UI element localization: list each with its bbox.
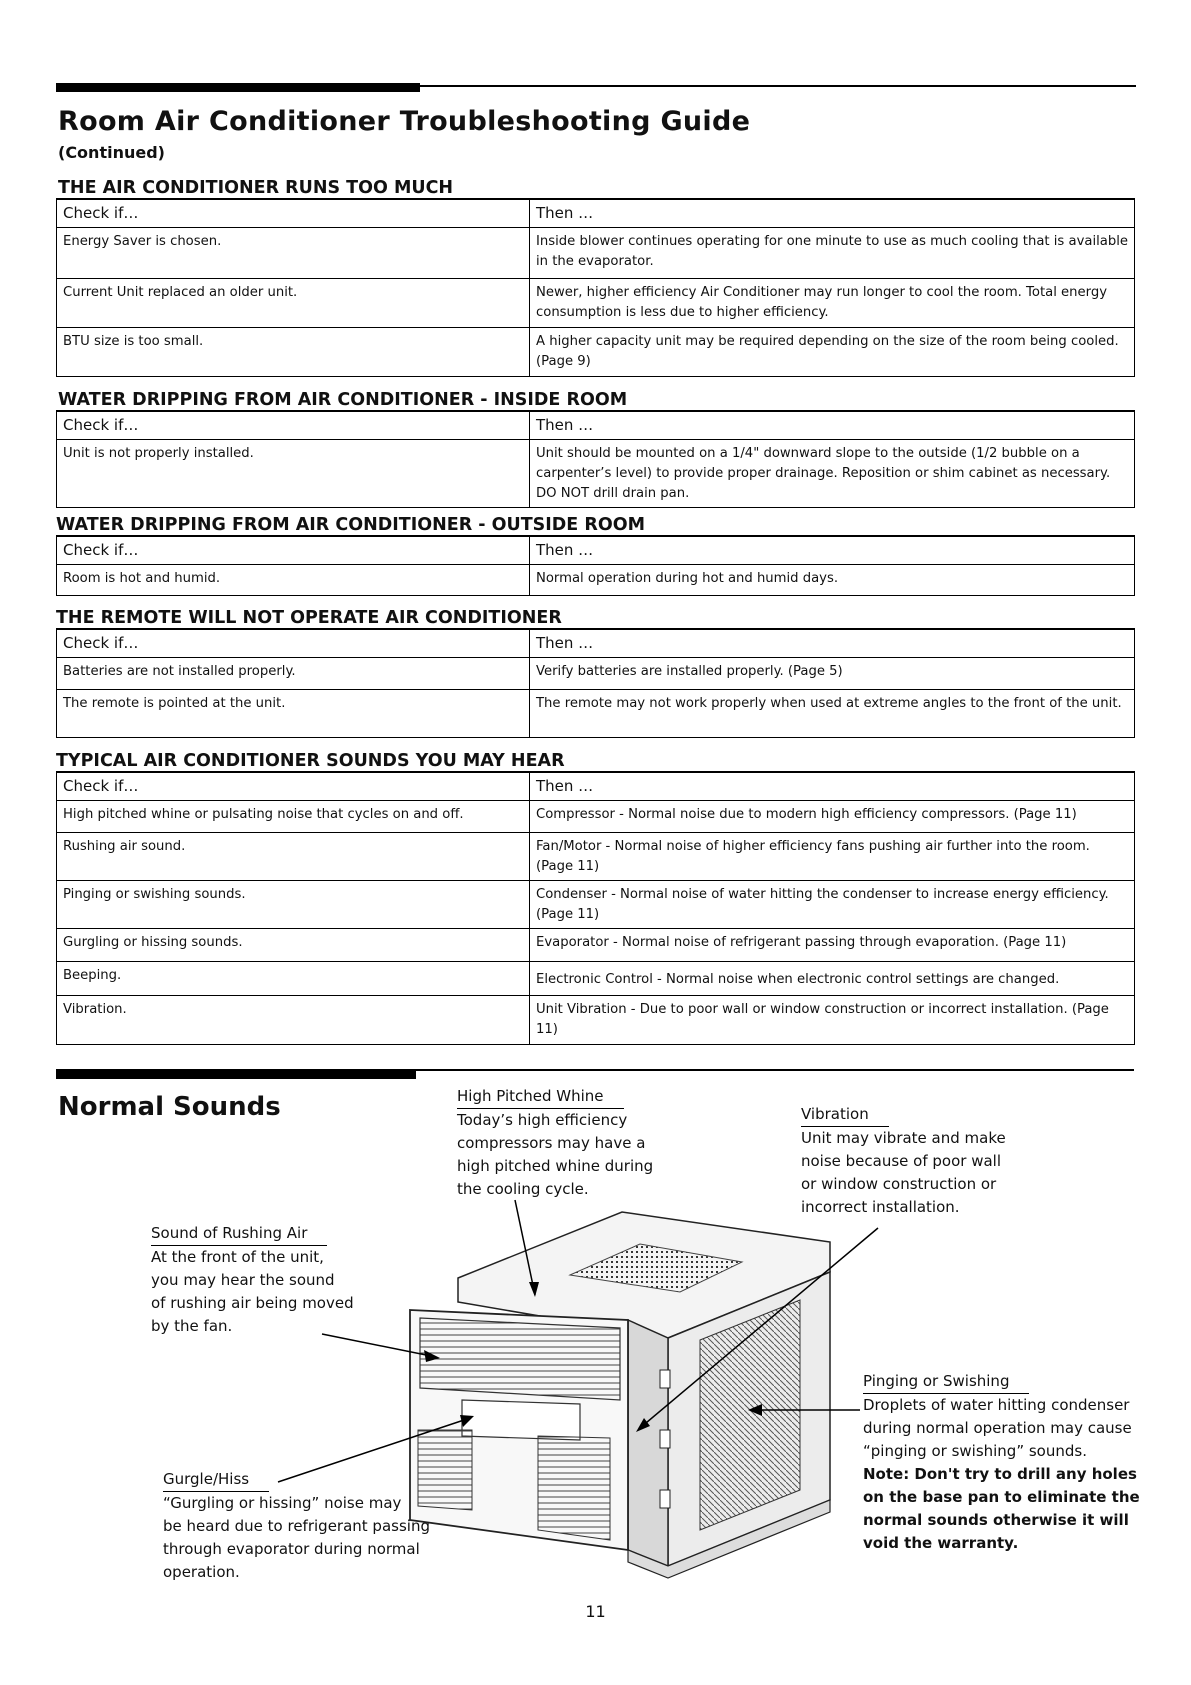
section-heading: TYPICAL AIR CONDITIONER SOUNDS YOU MAY HEAR	[56, 751, 565, 771]
col-header-check: Check if…	[57, 772, 530, 801]
callout-line: compressors may have a	[457, 1134, 646, 1152]
page-subtitle: (Continued)	[58, 143, 165, 162]
warranty-note: on the base pan to eliminate the	[863, 1488, 1140, 1506]
check-cell: Energy Saver is chosen.	[57, 228, 530, 279]
then-cell: Normal operation during hot and humid days.	[530, 565, 1135, 596]
callout-line: be heard due to refrigerant passing	[163, 1517, 430, 1535]
then-cell: Condenser - Normal noise of water hitting the condenser to increase energy efficiency. (Page 11)	[530, 881, 1135, 929]
callout-line: of rushing air being moved	[151, 1294, 354, 1312]
col-header-check: Check if…	[57, 199, 530, 228]
check-cell: BTU size is too small.	[57, 328, 530, 377]
callout-line: during normal operation may cause	[863, 1419, 1132, 1437]
check-cell: Current Unit replaced an older unit.	[57, 279, 530, 328]
callout-heading: Sound of Rushing Air	[151, 1222, 327, 1246]
then-cell: Verify batteries are installed properly. (Page 5)	[530, 658, 1135, 690]
then-cell: A higher capacity unit may be required depending on the size of the room being cooled. (Page 9)	[530, 328, 1135, 377]
check-cell: Rushing air sound.	[57, 833, 530, 881]
then-cell: Inside blower continues operating for one minute to use as much cooling that is available in the evaporator.	[530, 228, 1135, 279]
check-cell: Room is hot and humid.	[57, 565, 530, 596]
col-header-then: Then …	[530, 411, 1135, 440]
page-title: Room Air Conditioner Troubleshooting Guide	[58, 106, 751, 137]
callout-line: noise because of poor wall	[801, 1152, 1002, 1170]
then-cell: Electronic Control - Normal noise when electronic control settings are changed.	[530, 962, 1135, 996]
callout-line: “Gurgling or hissing” noise may	[163, 1494, 402, 1512]
side-slot	[660, 1370, 670, 1388]
right-intake-grill	[538, 1436, 610, 1540]
callout-line: “pinging or swishing” sounds.	[863, 1442, 1087, 1460]
side-grill	[700, 1300, 800, 1530]
warranty-note: normal sounds otherwise it will	[863, 1511, 1129, 1529]
then-cell: Fan/Motor - Normal noise of higher efficiency fans pushing air further into the room. (Page 11)	[530, 833, 1135, 881]
warranty-note: Note: Don't try to drill any holes	[863, 1465, 1137, 1483]
col-header-check: Check if…	[57, 629, 530, 658]
check-cell: Unit is not properly installed.	[57, 440, 530, 508]
then-cell: Compressor - Normal noise due to modern high efficiency compressors. (Page 11)	[530, 801, 1135, 833]
control-panel	[462, 1400, 580, 1440]
section-heading: WATER DRIPPING FROM AIR CONDITIONER - INSIDE ROOM	[58, 390, 628, 410]
callout-line: high pitched whine during	[457, 1157, 654, 1175]
page-number: 11	[585, 1602, 606, 1621]
callout-line: you may hear the sound	[151, 1271, 335, 1289]
callout-heading: Gurgle/Hiss	[163, 1468, 269, 1492]
side-slot	[660, 1490, 670, 1508]
then-cell: Unit Vibration - Due to poor wall or window construction or incorrect installation. (Page 11)	[530, 996, 1135, 1045]
callout-line: through evaporator during normal	[163, 1540, 420, 1558]
section-heading: WATER DRIPPING FROM AIR CONDITIONER - OUTSIDE ROOM	[56, 515, 645, 535]
section-heading: THE AIR CONDITIONER RUNS TOO MUCH	[58, 178, 454, 198]
callout-line: by the fan.	[151, 1317, 233, 1335]
col-header-check: Check if…	[57, 536, 530, 565]
callout-line: or window construction or	[801, 1175, 997, 1193]
callout-line: operation.	[163, 1563, 240, 1581]
callout-high-pitched-whine	[457, 1085, 653, 1201]
callout-pinging-swishing	[863, 1370, 1140, 1555]
check-cell: Vibration.	[57, 996, 530, 1045]
then-cell: The remote may not work properly when used at extreme angles to the front of the unit.	[530, 690, 1135, 738]
callout-line: the cooling cycle.	[457, 1180, 589, 1198]
col-header-check: Check if…	[57, 411, 530, 440]
check-cell: Batteries are not installed properly.	[57, 658, 530, 690]
side-slot	[660, 1430, 670, 1448]
warranty-note: void the warranty.	[863, 1534, 1019, 1552]
normal-sounds-title: Normal Sounds	[58, 1092, 281, 1122]
callout-line: Today’s high efficiency	[457, 1111, 628, 1129]
check-cell: Gurgling or hissing sounds.	[57, 929, 530, 962]
callout-line: incorrect installation.	[801, 1198, 960, 1216]
callout-line: At the front of the unit,	[151, 1248, 324, 1266]
callout-heading: High Pitched Whine	[457, 1085, 624, 1109]
callout-line: Droplets of water hitting condenser	[863, 1396, 1130, 1414]
col-header-then: Then …	[530, 536, 1135, 565]
check-cell: Beeping.	[57, 962, 530, 996]
col-header-then: Then …	[530, 199, 1135, 228]
then-cell: Evaporator - Normal noise of refrigerant passing through evaporation. (Page 11)	[530, 929, 1135, 962]
check-cell: The remote is pointed at the unit.	[57, 690, 530, 738]
section-heading: THE REMOTE WILL NOT OPERATE AIR CONDITIONER	[56, 608, 562, 628]
col-header-then: Then …	[530, 772, 1135, 801]
then-cell: Newer, higher efficiency Air Conditioner may run longer to cool the room. Total energy consumption is less due to higher efficiency.	[530, 279, 1135, 328]
then-cell: Unit should be mounted on a 1/4" downward slope to the outside (1/2 bubble on a carpenter’s level) to provide proper drainage. Reposition or shim cabinet as necessary. DO NOT drill drain pan.	[530, 440, 1135, 508]
callout-rushing-air	[151, 1222, 354, 1338]
callout-vibration	[801, 1103, 1006, 1219]
col-header-then: Then …	[530, 629, 1135, 658]
callout-heading: Pinging or Swishing	[863, 1370, 1029, 1394]
check-cell: Pinging or swishing sounds.	[57, 881, 530, 929]
callout-line: Unit may vibrate and make	[801, 1129, 1006, 1147]
callout-heading: Vibration	[801, 1103, 889, 1127]
check-cell: High pitched whine or pulsating noise that cycles on and off.	[57, 801, 530, 833]
front-louvers	[420, 1318, 620, 1400]
callout-gurgle-hiss	[163, 1468, 430, 1584]
